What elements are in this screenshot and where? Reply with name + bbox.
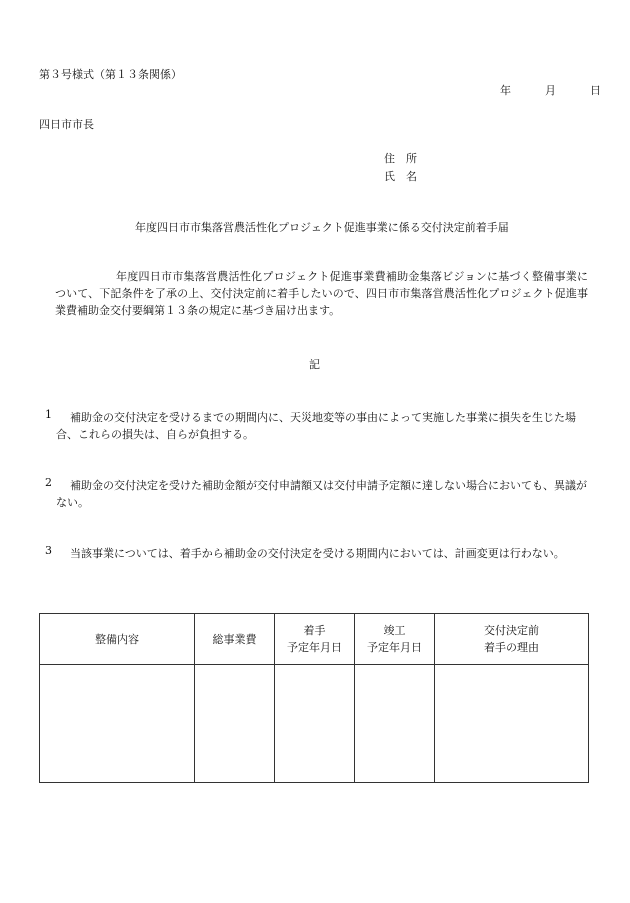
date-year-label: 年 xyxy=(500,84,511,97)
table-row xyxy=(40,665,589,783)
header-line: 予定年月日 xyxy=(367,641,422,654)
header-cell xyxy=(355,614,435,665)
header-cell xyxy=(195,614,275,665)
table-header-row xyxy=(40,614,589,665)
name-label: 氏 名 xyxy=(384,170,417,183)
header-cell xyxy=(40,614,195,665)
header-cell xyxy=(435,614,589,665)
ki-heading: 記 xyxy=(309,358,320,371)
project-table xyxy=(39,613,589,783)
condition-text: 当該事業については、着手から補助金の交付決定を受ける期間内においては、計画変更は行わない。 xyxy=(70,547,565,560)
intro-paragraph: 年度四日市市集落営農活性化プロジェクト促進事業費補助金集落ビジョンに基づく整備事業について、下記条件を了承の上、交付決定前に着手したいので、四日市市集落営農活性化プロジェクト促進事業費補助金交付要綱第１３条の規定に基づき届け出ます。 xyxy=(55,270,588,317)
header-line: 着手の理由 xyxy=(484,641,539,654)
condition-number: 2 xyxy=(45,476,52,489)
date-month-label: 月 xyxy=(545,84,556,97)
date-line xyxy=(500,85,601,96)
condition-number: 3 xyxy=(45,544,52,557)
condition-text: 補助金の交付決定を受けた補助金額が交付申請額又は交付申請予定額に達しない場合においても、異議がない。 xyxy=(56,479,587,509)
document-title: 年度四日市市集落営農活性化プロジェクト促進事業に係る交付決定前着手届 xyxy=(135,221,509,234)
header-line: 竣工 xyxy=(383,624,406,637)
condition-number: 1 xyxy=(45,408,52,421)
date-day-label: 日 xyxy=(590,84,601,97)
table-cell[interactable] xyxy=(435,665,589,783)
table-cell[interactable] xyxy=(195,665,275,783)
address-label: 住 所 xyxy=(384,152,417,165)
header-line: 着手 xyxy=(303,624,326,637)
table-cell[interactable] xyxy=(275,665,355,783)
header-line: 予定年月日 xyxy=(287,641,342,654)
form-number: 第３号様式（第１３条関係） xyxy=(39,68,182,81)
condition-text: 補助金の交付決定を受けるまでの期間内に、天災地変等の事由によって実施した事業に損失を生じた場合、これらの損失は、自らが負担する。 xyxy=(56,411,576,441)
table-cell[interactable] xyxy=(40,665,195,783)
header-line: 整備内容 xyxy=(95,632,139,646)
header-cell xyxy=(275,614,355,665)
header-line: 総事業費 xyxy=(212,632,257,646)
table-cell[interactable] xyxy=(355,665,435,783)
addressee: 四日市市長 xyxy=(39,118,94,131)
header-line: 交付決定前 xyxy=(484,624,539,637)
